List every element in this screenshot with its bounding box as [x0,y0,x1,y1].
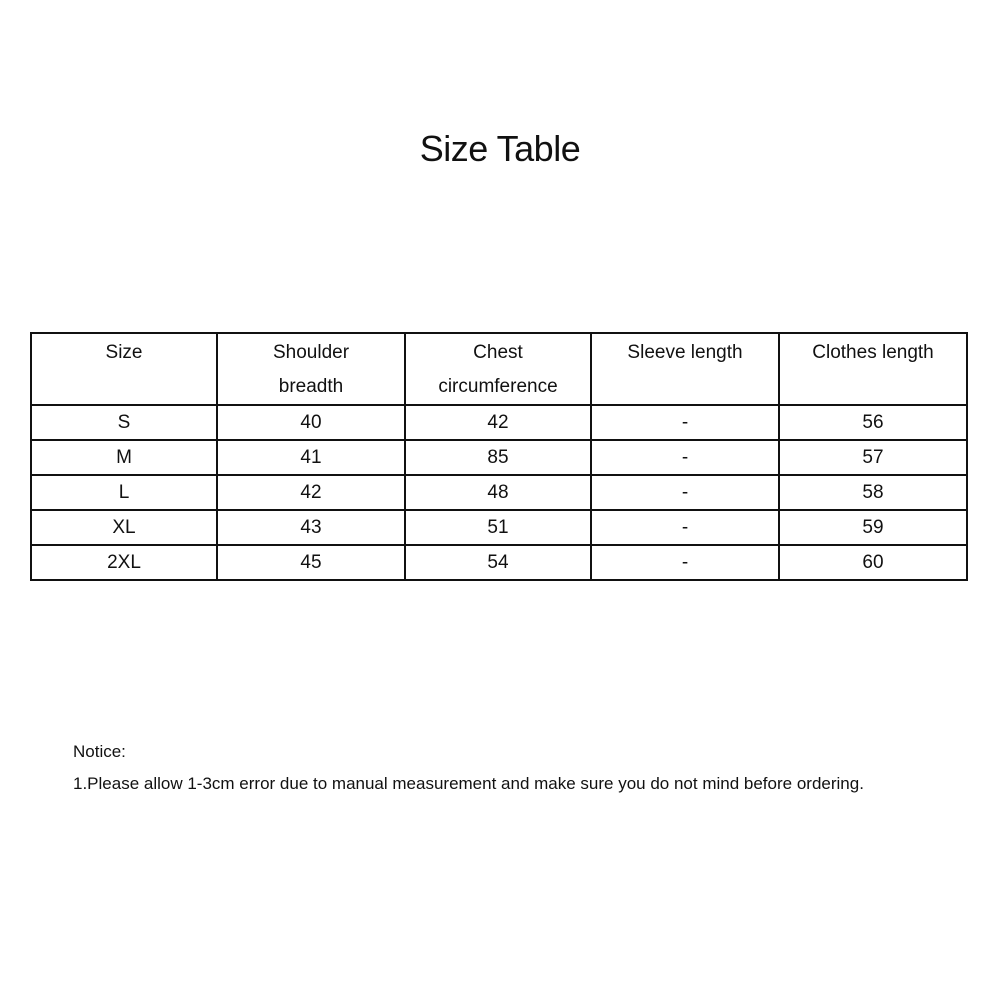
table-cell: 40 [217,405,405,440]
header-size-label: Size [105,342,143,363]
table-header-row [31,333,967,405]
table-cell: - [591,405,779,440]
table-cell: - [591,475,779,510]
notice-heading: Notice: [73,742,126,761]
page-title: Size Table [419,128,581,169]
table-row [31,405,967,440]
table-cell: - [591,510,779,545]
header-shoulder-breadth [217,333,405,405]
header-clothes-length [779,333,967,405]
table-cell: 45 [217,545,405,580]
table-row [31,440,967,475]
table-cell: 43 [217,510,405,545]
table-row [31,510,967,545]
header-sleeve-length-label: Sleeve length [627,342,743,363]
table-cell: 56 [779,405,967,440]
table-cell: - [591,440,779,475]
table-cell: 59 [779,510,967,545]
header-clothes-length-label: Clothes length [812,342,934,363]
header-sleeve-length [591,333,779,405]
table-row [31,475,967,510]
table-cell: L [31,475,217,510]
table-cell: 48 [405,475,591,510]
table-cell: 42 [217,475,405,510]
table-cell: 60 [779,545,967,580]
header-chest-circumference [405,333,591,405]
table-cell: 42 [405,405,591,440]
table-cell: 51 [405,510,591,545]
notice-item: 1.Please allow 1-3cm error due to manual measurement and make sure you do not mind before ordering. [73,774,864,793]
table-cell: 41 [217,440,405,475]
header-chest-circumference-label: Chest circumference [438,342,558,397]
header-shoulder-breadth-label: Shoulder breadth [272,342,350,397]
table-row [31,545,967,580]
table-cell: M [31,440,217,475]
notice-section [73,736,973,800]
header-size [31,333,217,405]
table-cell: 2XL [31,545,217,580]
table-cell: - [591,545,779,580]
table-cell: 57 [779,440,967,475]
table-cell: 54 [405,545,591,580]
table-cell: 85 [405,440,591,475]
table-cell: 58 [779,475,967,510]
size-table [30,332,968,581]
table-cell: S [31,405,217,440]
table-cell: XL [31,510,217,545]
